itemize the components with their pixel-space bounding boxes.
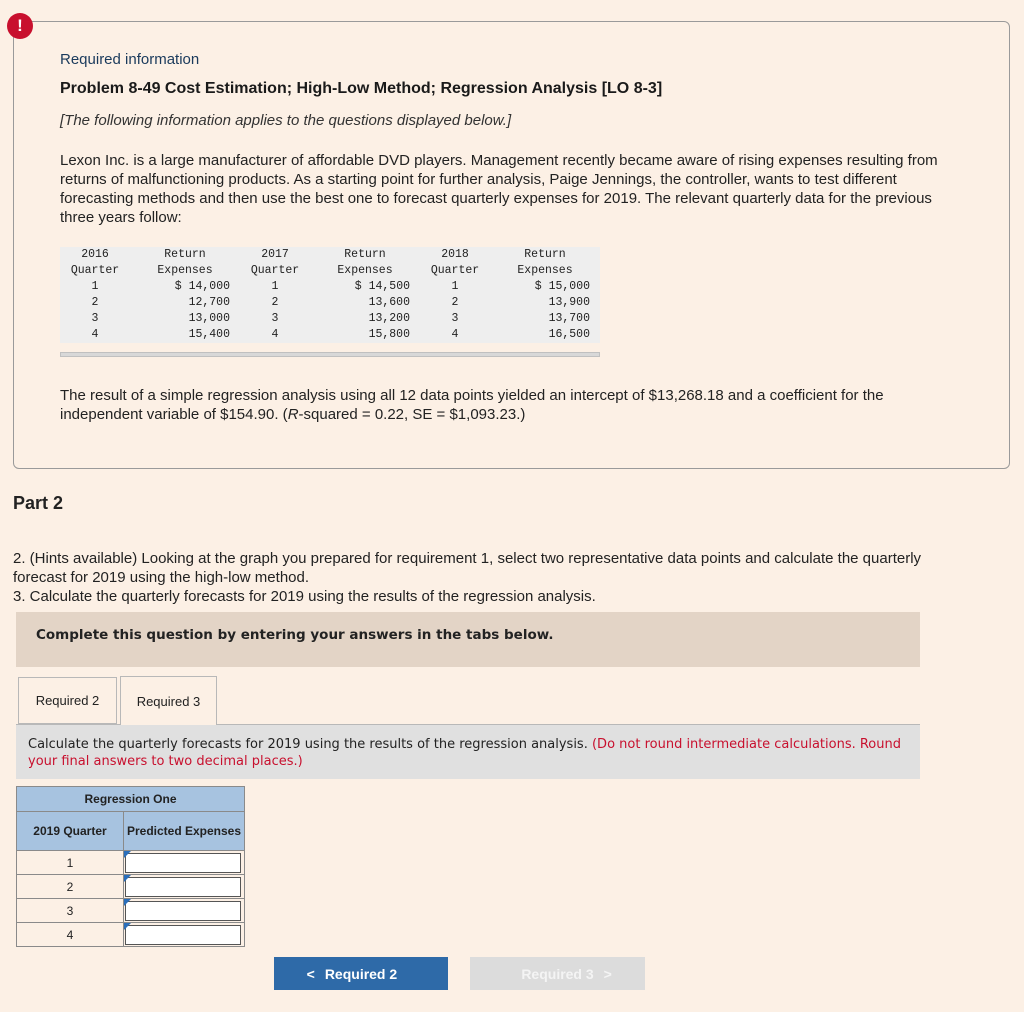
table-cell: 13,900 [548,296,590,309]
table-cell: 1 [451,280,459,293]
predicted-expenses-input-q4[interactable] [125,925,241,945]
table-cell: 12,700 [188,296,230,309]
table-cell: $ 15,000 [534,280,590,293]
col-header: Return Expenses [517,248,573,277]
table-cell: $ 14,500 [354,280,410,293]
chevron-left-icon: < [306,965,315,982]
quarter-cell: 1 [17,851,124,875]
table-cell: 4 [91,328,99,341]
table-cell: 3 [91,312,99,325]
table-row [60,327,600,343]
predicted-expenses-input-q1[interactable] [125,853,241,873]
regression-answer-table [16,786,245,947]
problem-title: Problem 8-49 Cost Estimation; High-Low Method; Regression Analysis [LO 8-3] [60,80,663,97]
table-cell: 4 [451,328,459,341]
table-divider [60,352,600,357]
regression-result-text: The result of a simple regression analysis using all 12 data points yielded an intercept of $13,268.18 and a coefficient for the independent variable of $154.90. (R-squared = 0.22, SE = $1,093.23.) [60,387,884,423]
table-cell: 15,800 [368,328,410,341]
next-required-3-button[interactable]: Required 3 > [470,957,645,990]
flag-icon [124,875,131,882]
answer-cell [124,899,245,923]
col-header: 2017 Quarter [250,248,300,277]
alert-icon: ! [7,13,33,39]
table-header-row [60,247,600,279]
table-cell: 2 [271,296,279,309]
table-cell: 15,400 [188,328,230,341]
col-header: Return Expenses [157,248,213,277]
complete-prompt: Complete this question by entering your answers in the tabs below. [16,612,920,667]
required-information-label: Required information [60,51,200,68]
col-header: 2018 Quarter [430,248,480,277]
table-cell: 3 [271,312,279,325]
table-cell: 13,600 [368,296,410,309]
problem-intro: Lexon Inc. is a large manufacturer of affordable DVD players. Management recently became aware of rising expenses resulting from returns of malfunctioning products. As a starting point for further analysis, Paige Jennings, the controller, wants to test different forecasting methods and then use the best one to forecast quarterly expenses for 2019. The relevant quarterly data for the previous three years follow: [60,152,938,226]
col-header-quarter: 2019 Quarter [17,812,124,851]
table-row [17,899,245,923]
table-row [60,279,600,295]
answer-cell [124,875,245,899]
flag-icon [124,851,131,858]
table-cell: 1 [91,280,99,293]
table-cell: 2 [91,296,99,309]
chevron-right-icon: > [603,965,612,982]
quarter-cell: 4 [17,923,124,947]
col-header: Return Expenses [337,248,393,277]
table-row [60,311,600,327]
tab-required-3[interactable]: Required 3 [120,676,217,726]
answer-cell [124,851,245,875]
table-cell: 4 [271,328,279,341]
answer-table-title: Regression One [17,787,245,812]
table-row [60,295,600,311]
table-cell: 16,500 [548,328,590,341]
question-text [13,549,973,606]
answer-cell [124,923,245,947]
tab-required-2[interactable]: Required 2 [18,677,117,724]
quarterly-data-table [60,247,600,343]
info-note: [The following information applies to the questions displayed below.] [60,112,512,129]
prev-required-2-button[interactable]: < Required 2 [274,957,448,990]
flag-icon [124,899,131,906]
col-header-predicted-expenses: Predicted Expenses [124,812,245,851]
table-cell: $ 14,000 [174,280,230,293]
table-cell: 13,200 [368,312,410,325]
table-row [17,875,245,899]
instruction-note: (Do not round intermediate calculations. Round your final answers to two decimal places.) [28,737,901,769]
table-cell: 3 [451,312,459,325]
col-header: 2016 Quarter [70,248,120,277]
part-heading: Part 2 [13,493,64,513]
table-cell: 1 [271,280,279,293]
question-line: 3. Calculate the quarterly forecasts for 2019 using the results of the regression analysis. [13,588,596,605]
table-cell: 2 [451,296,459,309]
table-row [17,923,245,947]
table-cell: 13,700 [548,312,590,325]
quarter-cell: 3 [17,899,124,923]
table-row [17,851,245,875]
flag-icon [124,923,131,930]
table-cell: 13,000 [188,312,230,325]
question-line: 2. (Hints available) Looking at the graph you prepared for requirement 1, select two representative data points and calculate the quarterly forecast for 2019 using the high-low method. [13,550,922,586]
predicted-expenses-input-q3[interactable] [125,901,241,921]
predicted-expenses-input-q2[interactable] [125,877,241,897]
quarter-cell: 2 [17,875,124,899]
instruction-box: Calculate the quarterly forecasts for 2019 using the results of the regression analysis. (Do not round intermediate calculations. Round your final answers to two decimal places.) [16,725,920,779]
